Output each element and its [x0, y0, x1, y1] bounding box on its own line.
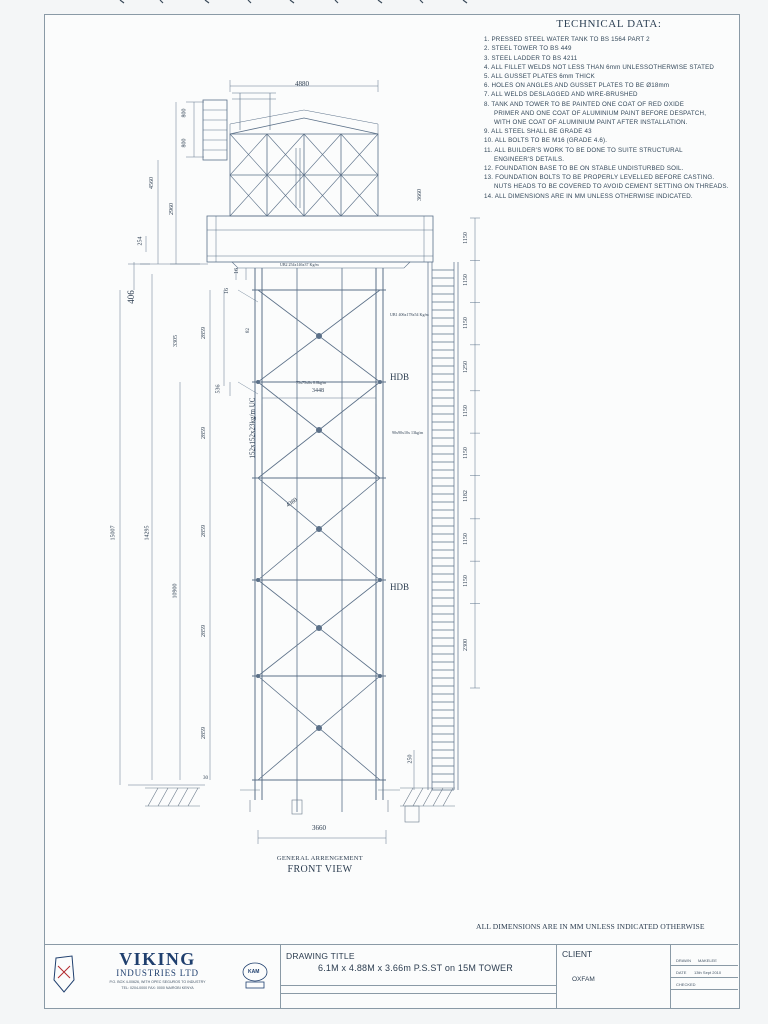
checked-label: CHECKED [676, 982, 696, 987]
ladder-dim-label: 1250 [463, 360, 469, 373]
company-subtitle: INDUSTRIES LTD [116, 968, 199, 978]
client-label: CLIENT [562, 949, 593, 959]
ladder-dim-label: 1150 [462, 316, 469, 329]
dim-16a: 16 [224, 288, 230, 294]
dim-14295: 14295 [144, 525, 151, 541]
dim-3660-side: 3660 [417, 189, 423, 201]
dim-3448: 3448 [312, 388, 324, 394]
dim-406: 406 [125, 290, 136, 304]
dim-536: 536 [215, 384, 222, 394]
tank-gallery [207, 216, 433, 268]
title-block-row-line [670, 965, 738, 966]
title-block-row-line [670, 977, 738, 978]
label-angle: 90x90x10x 13kg/m [392, 430, 424, 435]
note-13-continuation: NUTS HEADS TO BE COVERED TO AVOID CEMENT SETTING ON THREADS. [494, 183, 729, 191]
technical-note-7: 8. TANK AND TOWER TO BE PAINTED ONE COAT OF RED OXIDE [484, 100, 685, 108]
drawing-title-label: DRAWING TITLE [286, 951, 355, 961]
label-hdb-2: HDB [390, 582, 410, 592]
dim-3305: 3305 [173, 335, 179, 347]
ladder-dim-label: 1150 [462, 232, 469, 245]
brace-nodes [256, 333, 382, 731]
label-hdb-1: HDB [390, 372, 410, 382]
technical-note-c-0: 12. FOUNDATION BASE TO BE ON STABLE UNDISTURBED SOIL. [484, 165, 684, 173]
label-column: 152x152x23kg/m UC [248, 397, 257, 459]
label-ub: UB2 254x146x37 Kg/m [280, 262, 319, 267]
dim-10900: 10900 [172, 583, 179, 599]
drawn-label: DRAWN [676, 958, 691, 963]
dim-2859-d: 2859 [201, 625, 207, 637]
technical-note-4: 5. ALL GUSSET PLATES 6mm THICK [484, 73, 595, 81]
client-name: OXFAM [572, 976, 595, 983]
dim-2859-a: 2859 [201, 327, 207, 339]
dim-base-width: 3660 [312, 824, 326, 832]
dim-4560: 4560 [149, 177, 155, 189]
title-block-row-line [280, 993, 556, 994]
note-11-continuation: ENGINEER'S DETAILS. [494, 155, 565, 163]
ladder-dim-line [470, 218, 480, 688]
dim-4380: 4380 [285, 497, 299, 509]
technical-note-0: 1. PRESSED STEEL WATER TANK TO BS 1564 PART 2 [484, 36, 650, 44]
dim-tank-width: 4880 [295, 80, 309, 88]
title-block-divider [556, 945, 557, 1009]
top-edge-artifact [120, 0, 467, 3]
dim-2859-c: 2859 [201, 525, 207, 537]
dim-2859-b: 2859 [201, 427, 207, 439]
dimensions-footnote: ALL DIMENSIONS ARE IN MM UNLESS INDICATED OTHERWISE [476, 922, 705, 931]
technical-note-b-0: 9. ALL STEEL SHALL BE GRADE 43 [484, 128, 592, 136]
cross-bracing [238, 290, 380, 780]
technical-note-b-2: 11. ALL BUILDER'S WORK TO BE DONE TO SUITE STRUCTURAL [484, 146, 683, 154]
title-block-row-line [280, 985, 556, 986]
dim-30: 30 [203, 776, 208, 781]
ladder-dim-label: 1150 [462, 533, 469, 545]
company-address-2: TEL: 0204-0000 FAX: 0000 NAIROBI KENYA [121, 986, 194, 991]
technical-note-6: 7. ALL WELDS DESLAGGED AND WIRE-BRUSHED [484, 91, 638, 99]
title-block-divider [280, 945, 281, 1009]
company-logo-text [100, 950, 215, 991]
label-ub2: UB1 406x178x54 Kg/m [390, 312, 429, 317]
dim-82: 82 [246, 328, 251, 333]
dim-250: 250 [407, 754, 414, 764]
drawing-title: 6.1M x 4.88M x 3.66m P.S.ST on 15M TOWER [318, 963, 513, 973]
technical-note-2: 3. STEEL LADDER TO BS 4211 [484, 54, 578, 62]
date-label: DATE [676, 970, 687, 975]
title-block-row-line [670, 989, 738, 990]
dim-800b: 800 [181, 138, 188, 148]
access-ladder [428, 262, 458, 790]
company-address-1: P.O. BOX 4-00626, WITH OPEC SEGUROS TO INDUSTRY [109, 980, 206, 984]
dim-2859-e: 2859 [201, 727, 207, 739]
top-access-platform [203, 100, 227, 160]
ladder-dim-label: 1150 [462, 274, 469, 287]
technical-note-c-1: 13. FOUNDATION BOLTS TO BE PROPERLY LEVELLED BEFORE CASTING. [484, 174, 715, 182]
foundation [145, 788, 455, 822]
ladder-dim-label: 1150 [462, 447, 469, 460]
caption-front-view: FRONT VIEW [287, 864, 353, 875]
company-name: VIKING [119, 949, 196, 969]
dim-15007: 15007 [110, 525, 117, 541]
drawn-value: MAKELEE [698, 958, 717, 963]
dim-800a: 800 [181, 108, 188, 118]
label-brace: 75x75x8x 8.8kg/m [296, 380, 327, 385]
note-8-continuation-1: PRIMER AND ONE COAT OF ALUMINIUM PAINT BEFORE DESPATCH, [494, 109, 707, 117]
note-14: 14. ALL DIMENSIONS ARE IN MM UNLESS OTHERWISE INDICATED. [484, 192, 693, 200]
note-8-continuation-2: WITH ONE COAT OF ALUMINIUM PAINT AFTER INSTALLATION. [494, 119, 688, 127]
dim-2960: 2960 [169, 203, 175, 215]
ladder-dim-label: 2300 [463, 638, 469, 651]
date-value: 13th Sept 2010 [694, 970, 722, 975]
technical-data-title: TECHNICAL DATA: [556, 18, 662, 30]
kam-label: KAM [248, 969, 260, 975]
technical-note-b-1: 10. ALL BOLTS TO BE M16 (GRADE 4.6). [484, 137, 608, 145]
horizontal-ties [252, 290, 386, 780]
ladder-dim-label: 1150 [462, 405, 469, 417]
technical-note-5: 6. HOLES ON ANGLES AND GUSSET PLATES TO BE Ø18mm [484, 82, 670, 90]
technical-data-notes [484, 20, 734, 201]
dim-254: 254 [137, 236, 144, 246]
ladder-dimension-ticks [470, 218, 480, 688]
dim-16b: 16 [234, 268, 240, 274]
ladder-dim-label: 1182 [462, 490, 469, 502]
water-tank [230, 93, 378, 216]
technical-note-1: 2. STEEL TOWER TO BS 449 [484, 45, 572, 53]
caption-general-arrangement: GENERAL ARRENGEMENT [276, 855, 364, 862]
technical-note-3: 4. ALL FILLET WELDS NOT LESS THAN 6mm UNLESSOTHERWISE STATED [484, 63, 715, 71]
ladder-dim-label: 1150 [462, 575, 469, 588]
